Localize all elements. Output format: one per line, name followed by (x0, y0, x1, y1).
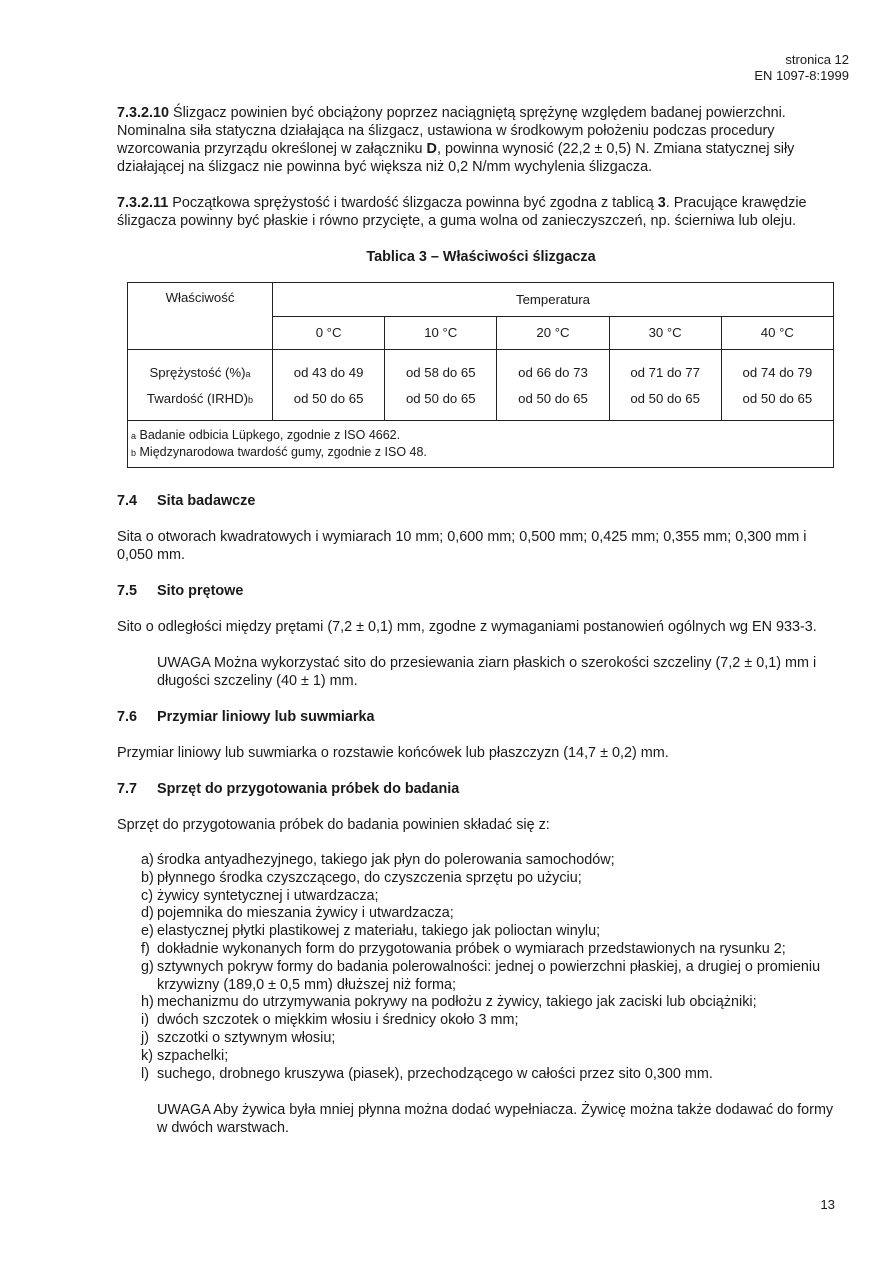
temp-40: 40 °C (721, 317, 833, 350)
list-item: k) szpachelki; (141, 1047, 229, 1064)
annex-ref: D (426, 141, 437, 157)
section-7-5-heading: 7.5 Sito prętowe (117, 583, 244, 599)
row-label: Sprężystość (%)a (128, 350, 273, 387)
list-item: f) dokładnie wykonanych form do przygotowania próbek o wymiarach przedstawionych na rysunku 2; (141, 940, 786, 957)
list-item: e) elastycznej płytki plastikowej z materiału, takiego jak polioctan winylu; (141, 923, 601, 940)
standard-code: EN 1097-8:1999 (754, 68, 849, 83)
table-row (128, 386, 834, 421)
document-body (117, 104, 845, 1155)
list-item: j) szczotki o sztywnym włosiu; (141, 1029, 336, 1046)
cell: od 50 do 65 (609, 386, 721, 421)
equipment-list (141, 852, 845, 1083)
cell: od 43 do 49 (273, 350, 385, 387)
page-label: stronica 12 (785, 52, 849, 67)
col-header-property: Właściwość (128, 283, 273, 317)
page-number: 13 (820, 1197, 835, 1212)
section-7-7-intro: Sprzęt do przygotowania próbek do badania powinien składać się z: (117, 817, 550, 833)
row-label: Twardość (IRHD)b (128, 386, 273, 421)
list-item: b) płynnego środka czyszczącego, do czyszczenia sprzętu po użyciu; (141, 869, 582, 886)
table-row (128, 350, 834, 387)
table-notes (128, 421, 834, 468)
list-item: l) suchego, drobnego kruszywa (piasek), przechodzącego w całości przez sito 0,300 mm. (141, 1065, 713, 1082)
clause-text: Początkowa sprężystość i twardość ślizgacza powinna być zgodna z tablicą (172, 195, 658, 211)
cell: od 74 do 79 (721, 350, 833, 387)
list-item: c) żywicy syntetycznej i utwardzacza; (141, 887, 379, 904)
cell: od 71 do 77 (609, 350, 721, 387)
clause-text: Ślizgacz powinien być obciążony poprzez naciągniętą sprężynę względem badanej powierzchni. Nominalna siła statyczna działająca na ślizgacz, ustawiona w środkowym położeniu podczas procedury wzorcowania przyrządu określonej w załączniku (117, 105, 786, 157)
section-7-7-heading: 7.7 Sprzęt do przygotowania próbek do badania (117, 781, 460, 797)
col-header-temperature: Temperatura (273, 283, 834, 317)
cell: od 58 do 65 (385, 350, 497, 387)
temp-30: 30 °C (609, 317, 721, 350)
section-7-6-heading: 7.6 Przymiar liniowy lub suwmiarka (117, 709, 375, 725)
clause-text-cont: , powinna wynosić (22,2 ± 0,5) N. Zmiana statycznej siły działającej na ślizgacz nie powinna być większa niż 0,2 N/mm wychylenia ślizgacza. (117, 141, 795, 175)
cell: od 50 do 65 (273, 386, 385, 421)
cell: od 50 do 65 (497, 386, 609, 421)
note-b: b Międzynarodowa twardość gumy, zgodnie z ISO 48. (131, 445, 427, 459)
table-ref: 3 (657, 195, 666, 211)
properties-table (127, 282, 834, 468)
list-item: d) pojemnika do mieszania żywicy i utwardzacza; (141, 905, 454, 922)
list-item: g) sztywnych pokryw formy do badania polerowalności: jednej o powierzchni płaskiej, a drugiej o promieniu krzywizny (189,0 ± 0,5 mm) dłuższej niż forma; (141, 958, 821, 993)
temp-0: 0 °C (273, 317, 385, 350)
cell: od 66 do 73 (497, 350, 609, 387)
list-item: a) środka antyadhezyjnego, takiego jak płyn do polerowania samochodów; (141, 852, 615, 868)
clause-7-3-2-10 (117, 104, 845, 176)
table-caption: Tablica 3 – Właściwości ślizgacza (366, 249, 596, 265)
note-a: a Badanie odbicia Lüpkego, zgodnie z ISO 4662. (131, 428, 401, 442)
temp-10: 10 °C (385, 317, 497, 350)
cell: od 50 do 65 (385, 386, 497, 421)
clause-number: 7.3.2.10 (117, 105, 170, 121)
empty-cell (128, 317, 273, 350)
clause-number: 7.3.2.11 (117, 195, 169, 211)
list-item: i) dwóch szczotek o miękkim włosiu i średnicy około 3 mm; (141, 1012, 519, 1029)
list-item: h) mechanizmu do utrzymywania pokrywy na podłożu z żywicy, takiego jak zaciski lub obciążniki; (141, 994, 757, 1011)
section-7-4-text: Sita o otworach kwadratowych i wymiarach 10 mm; 0,600 mm; 0,500 mm; 0,425 mm; 0,355 mm; 0,300 mm i 0,050 mm. (117, 529, 807, 563)
section-7-4-heading: 7.4 Sita badawcze (117, 493, 256, 509)
clause-text-cont: . Pracujące krawędzie ślizgacza powinny być płaskie i równo przycięte, a guma wolna od zanieczyszczeń, np. ścierniwa lub oleju. (117, 195, 807, 229)
section-7-6-text: Przymiar liniowy lub suwmiarka o rozstawie końcówek lub płaszczyzn (14,7 ± 0,2) mm. (117, 745, 669, 761)
section-7-5-note: UWAGA Można wykorzystać sito do przesiewania ziarn płaskich o szerokości szczeliny (7,2 ± 0,1) mm i długości szczeliny (40 ± 1) mm. (157, 655, 817, 689)
page-header (754, 52, 849, 84)
clause-7-3-2-11 (117, 194, 845, 230)
section-7-7-note: UWAGA Aby żywica była mniej płynna można dodać wypełniacza. Żywicę można także dodawać do formy w dwóch warstwach. (157, 1102, 834, 1137)
cell: od 50 do 65 (721, 386, 833, 421)
section-7-5-text: Sito o odległości między prętami (7,2 ± 0,1) mm, zgodne z wymaganiami postanowień ogólnych wg EN 933-3. (117, 619, 817, 635)
temp-20: 20 °C (497, 317, 609, 350)
